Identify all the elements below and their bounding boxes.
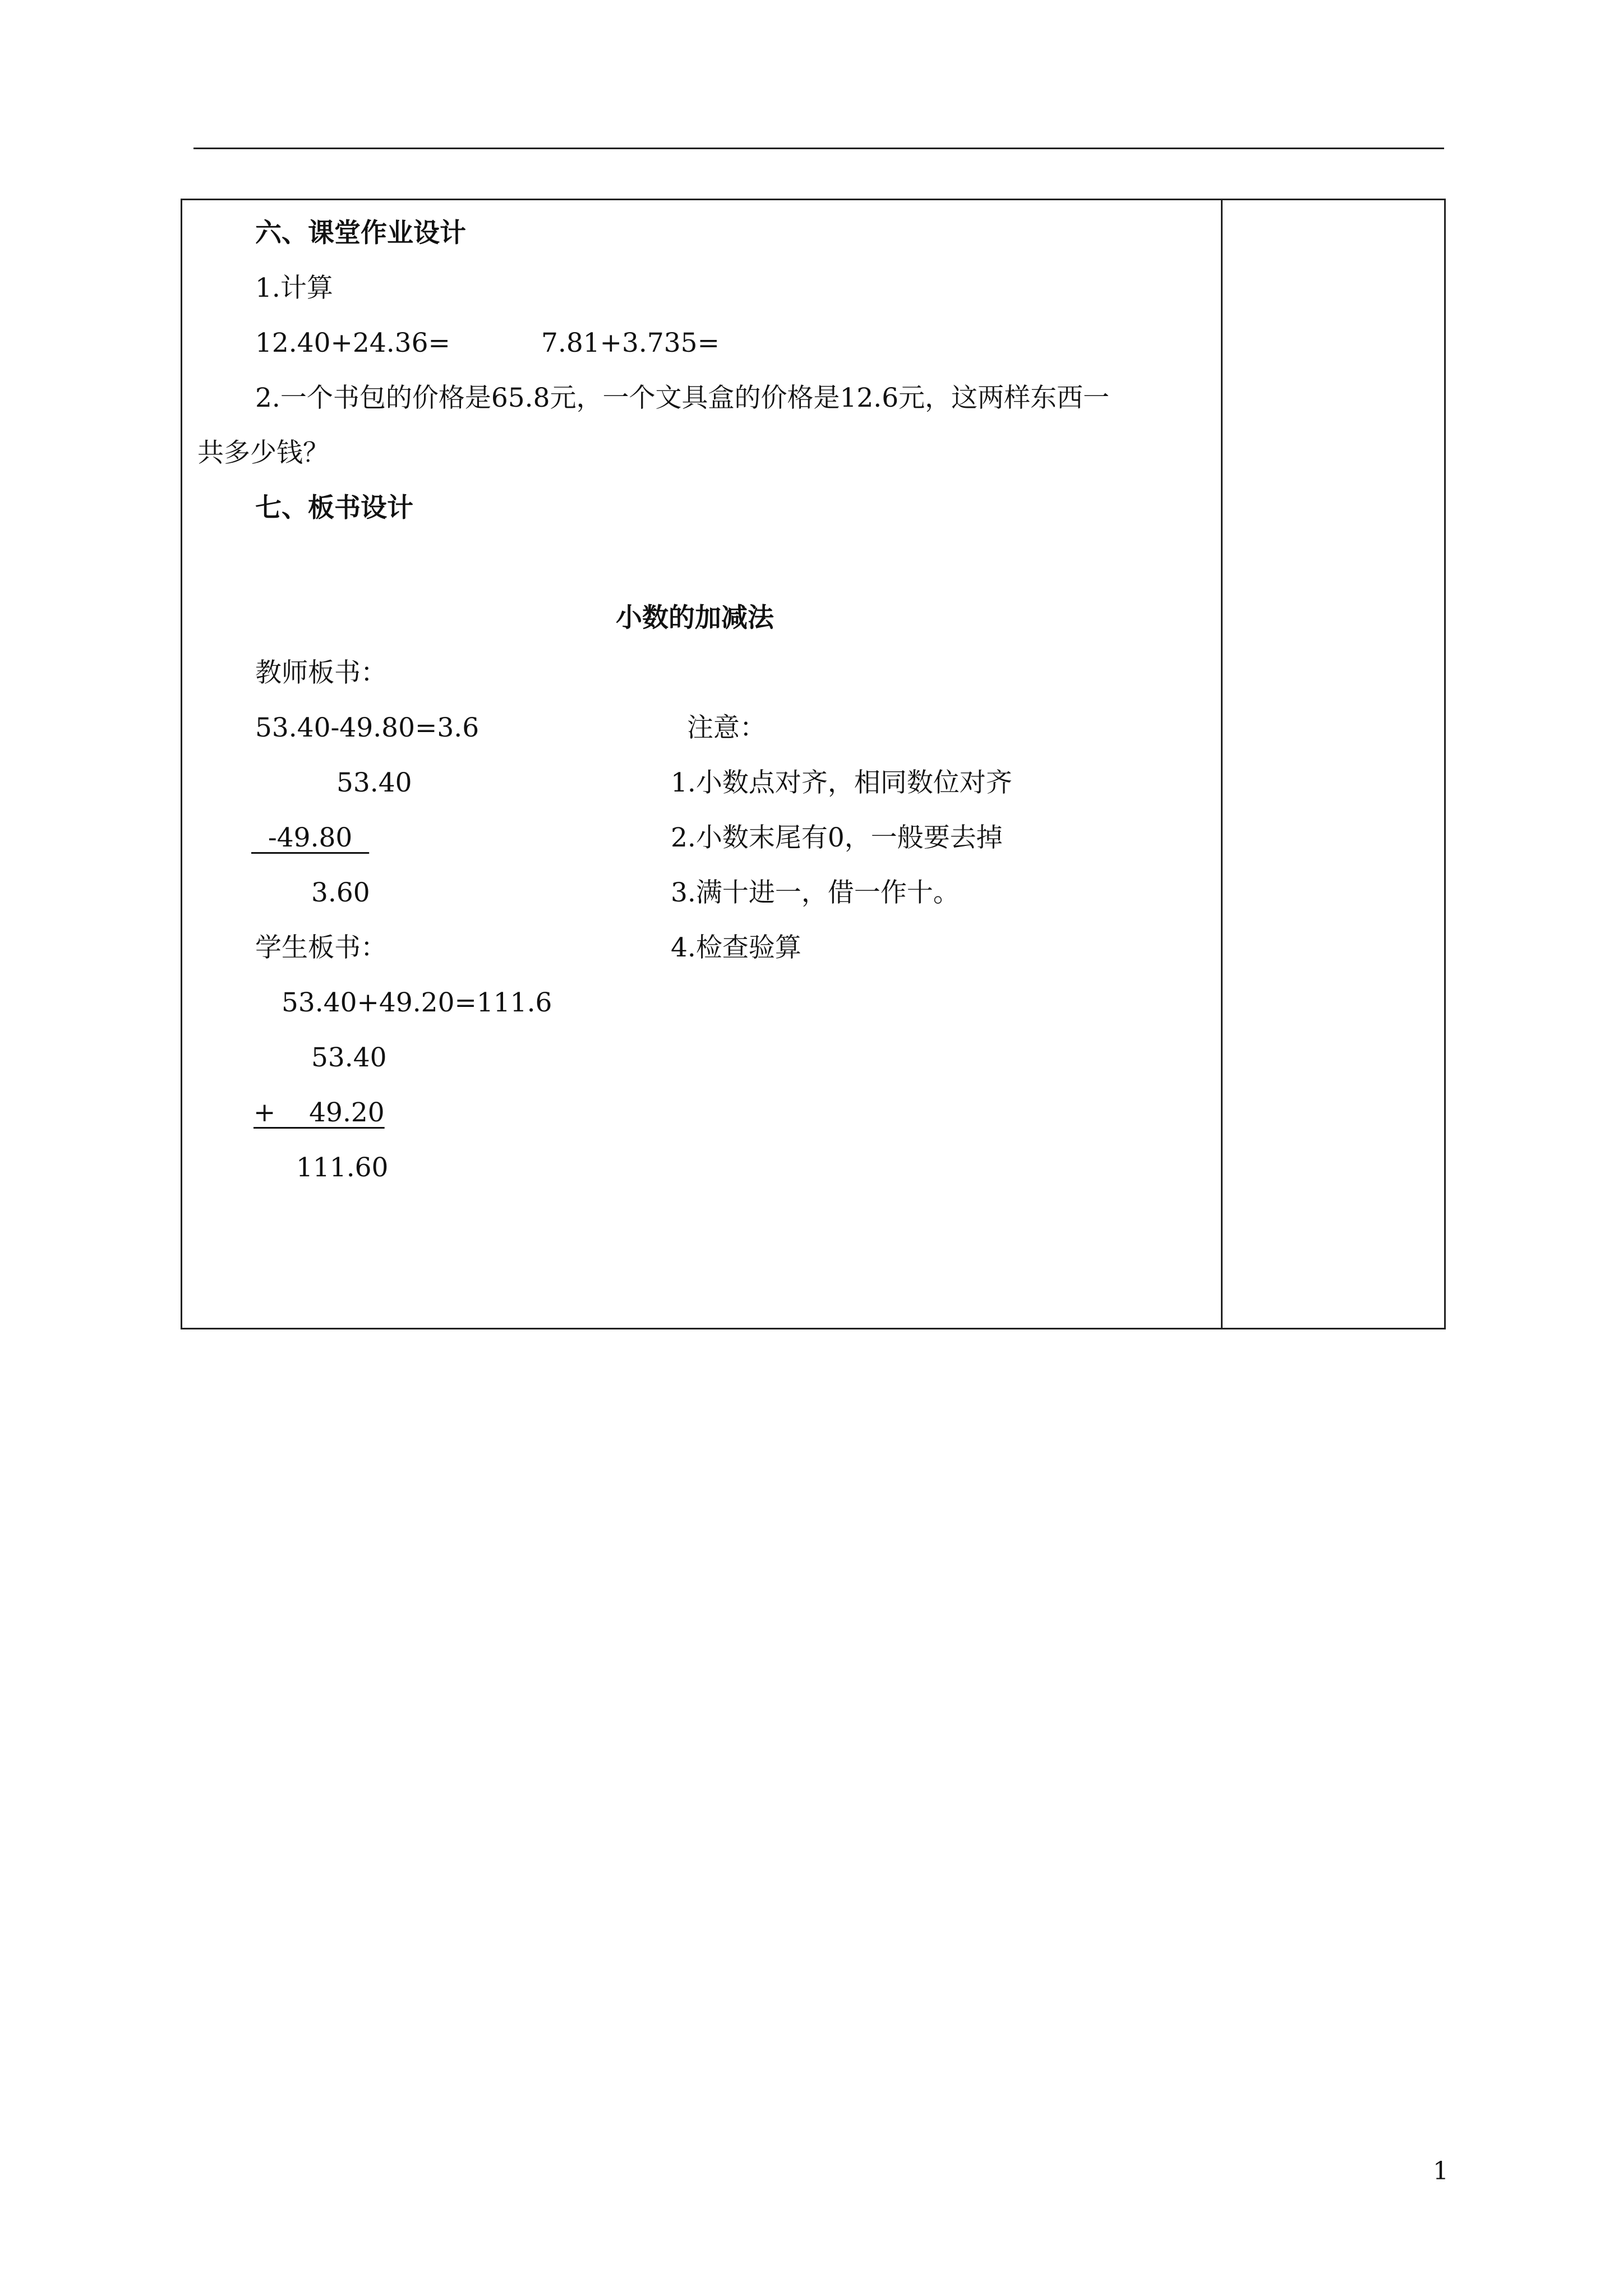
board-title: 小数的加减法 [616,602,774,633]
teacher-vertical-result: 3.60 [311,877,370,908]
q1-label: 1.计算 [255,273,333,303]
teacher-board-label: 教师板书： [255,657,387,688]
section7-heading: 七、板书设计 [255,493,413,523]
q2-line2: 共多少钱？ [197,438,329,468]
q2-line1: 2.一个书包的价格是65.8元，一个文具盒的价格是12.6元，这两样东西一 [255,383,1110,413]
q1-expression-b: 7.81+3.735= [541,328,720,358]
teacher-equation: 53.40-49.80=3.6 [255,712,479,743]
page-number: 1 [1433,2157,1449,2185]
q1-expression-a: 12.40+24.36= [255,328,450,358]
notes-label: 注意： [687,712,766,743]
teacher-vertical-top: 53.40 [336,767,412,798]
note-4: 4.检查验算 [671,932,801,963]
note-1: 1.小数点对齐，相同数位对齐 [671,767,1012,798]
student-board-label: 学生板书： [255,932,387,963]
table-column-divider [1221,199,1223,1329]
student-equation: 53.40+49.20=111.6 [282,987,552,1018]
teacher-vertical-subtrahend: -49.80 [251,822,370,853]
student-vertical-result: 111.60 [296,1152,389,1183]
header-rule [193,148,1444,149]
student-vertical-addend: + 49.20 [253,1097,385,1128]
section6-heading: 六、课堂作业设计 [255,218,466,249]
note-3: 3.满十进一，借一作十。 [671,877,960,908]
student-vertical-top: 53.40 [311,1042,387,1073]
note-2: 2.小数末尾有0，一般要去掉 [671,822,1003,853]
